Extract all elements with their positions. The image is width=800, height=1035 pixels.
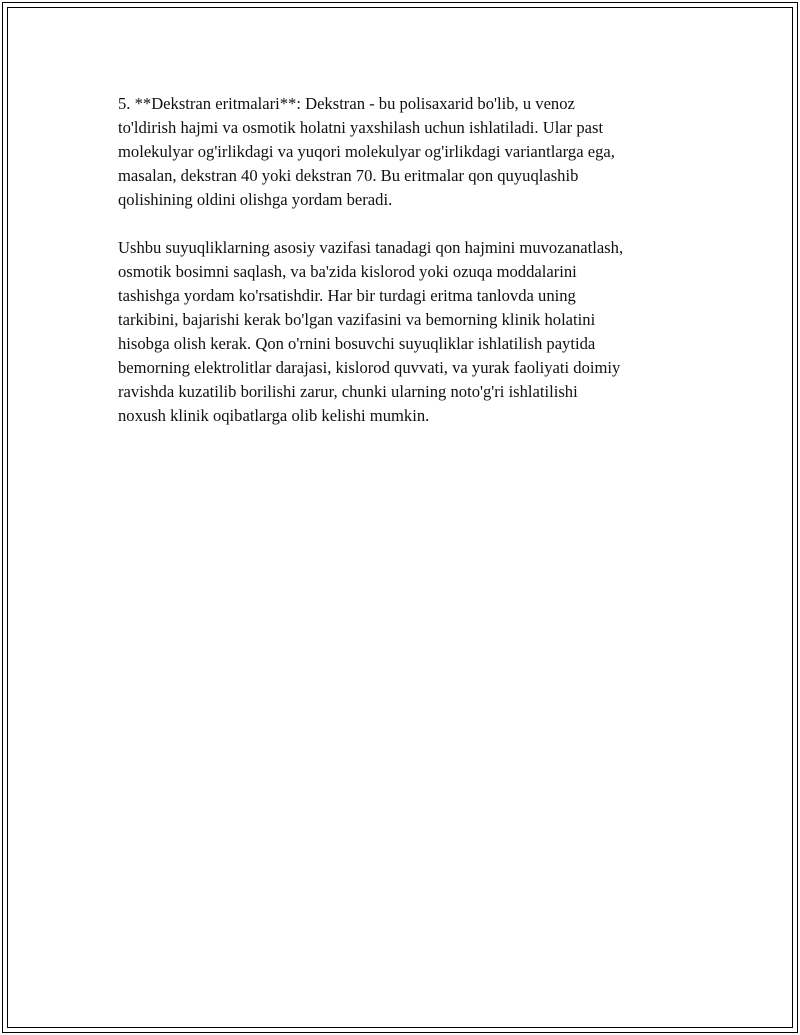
paragraph-fluid-functions: Ushbu suyuqliklarning asosiy vazifasi tanadagi qon hajmini muvozanatlash, osmotik bosimni saqlash, va ba'zida kislorod yoki ozuqa moddalarini tashishga yordam ko'rsatishdir. Har bir turdagi eritma tanlovda uning tarkibini, bajarishi kerak bo'lgan vazifasini va bemorning klinik holatini hisobga olish kerak. Qon o'rnini bosuvchi suyuqliklar ishlatilish paytida bemorning elektrolitlar darajasi, kislorod quvvati, va yurak faoliyati doimiy ravishda kuzatilib borilishi zarur, chunki ularning noto'g'ri ishlatilishi noxush klinik oqibatlarga olib kelishi mumkin. bbox=[118, 238, 624, 425]
paragraph-dextran-solutions: 5. **Dekstran eritmalari**: Dekstran - bu polisaxarid bo'lib, u venoz to'ldirish hajmi va osmotik holatni yaxshilash uchun ishlatiladi. Ular past molekulyar og'irlikdagi va yuqori molekulyar og'irlikdagi variantlarga ega, masalan, dekstran 40 yoki dekstran 70. Bu eritmalar qon quyuqlashib qolishining oldini olishga yordam beradi. bbox=[118, 94, 615, 209]
document-body bbox=[118, 92, 698, 452]
